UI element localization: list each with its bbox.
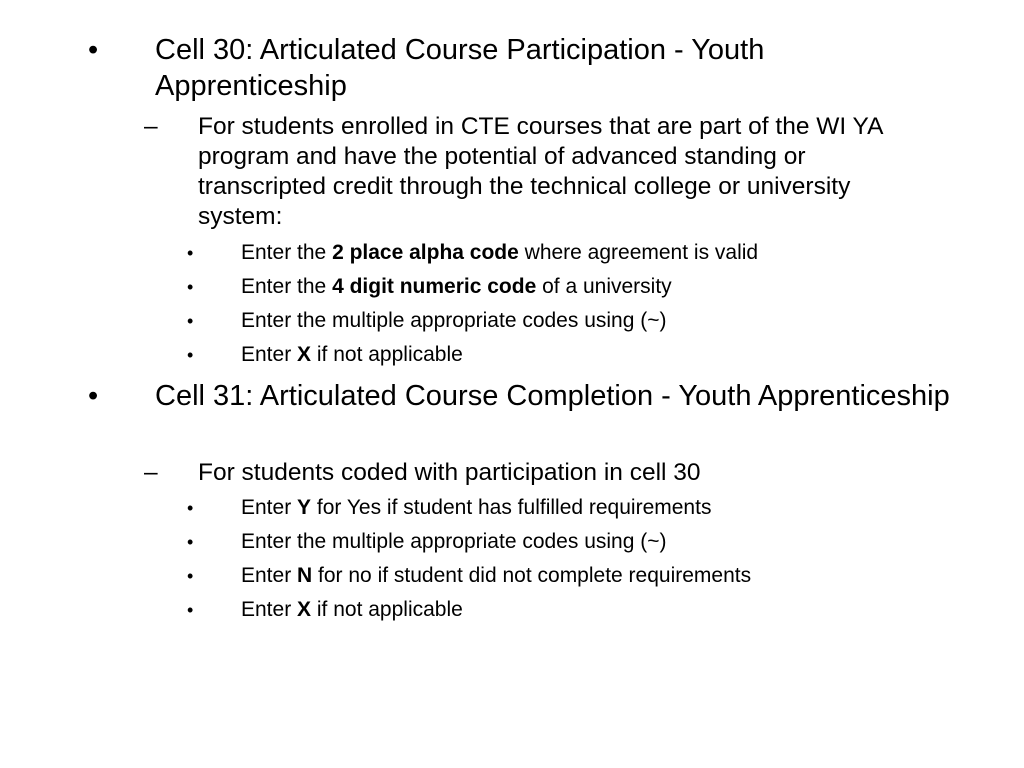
cell-31-rule-1 xyxy=(187,495,941,521)
bullet-icon: • xyxy=(187,600,194,620)
rule-text-pre: Enter xyxy=(241,496,298,519)
cell-31-description-item xyxy=(144,458,938,488)
rule-text-bold: N xyxy=(297,564,313,587)
cell-30-heading-item xyxy=(88,32,955,104)
bullet-icon: • xyxy=(187,345,194,365)
bullet-icon: • xyxy=(187,311,194,331)
rule-text-bold: 4 digit numeric code xyxy=(332,275,537,298)
cell-30-description-item xyxy=(144,112,938,232)
cell-30-heading: Cell 30: Articulated Course Participation - Youth Apprenticeship xyxy=(155,34,765,102)
cell-31-heading: Cell 31: Articulated Course Completion - Youth Apprenticeship xyxy=(155,380,950,412)
rule-text-bold: 2 place alpha code xyxy=(332,241,519,264)
cell-30-description: For students enrolled in CTE courses that are part of the WI YA program and have the potential of advanced standing or transcripted credit through the technical college or university system: xyxy=(198,113,883,230)
cell-30-rule-4 xyxy=(187,342,941,368)
cell-31-rule-2 xyxy=(187,529,941,555)
rule-text-post: of a university xyxy=(536,275,672,298)
bullet-icon: • xyxy=(187,277,194,297)
rule-text-post: where agreement is valid xyxy=(518,241,759,264)
rule-text-pre: Enter xyxy=(241,598,298,621)
rule-text-post: for Yes if student has fulfilled requirements xyxy=(311,496,712,519)
cell-30-rule-2 xyxy=(187,274,941,300)
cell-30-rule-3 xyxy=(187,308,941,334)
dash-icon: – xyxy=(144,459,158,486)
rule-text-pre: Enter the multiple appropriate codes using (~) xyxy=(241,530,667,553)
dash-icon: – xyxy=(144,113,158,140)
rule-text-bold: Y xyxy=(297,496,312,519)
rule-text-pre: Enter xyxy=(241,343,298,366)
cell-31-rule-3 xyxy=(187,563,941,589)
rule-text-pre: Enter xyxy=(241,564,298,587)
bullet-icon: • xyxy=(187,566,194,586)
bullet-icon: • xyxy=(88,34,99,66)
rule-text-pre: Enter the xyxy=(241,275,333,298)
cell-31-description: For students coded with participation in cell 30 xyxy=(198,459,701,486)
bullet-icon: • xyxy=(187,532,194,552)
cell-30-rule-1 xyxy=(187,240,941,266)
cell-31-heading-item xyxy=(88,378,955,414)
bullet-icon: • xyxy=(88,380,99,412)
rule-text-post: for no if student did not complete requirements xyxy=(312,564,752,587)
rule-text-bold: X xyxy=(297,598,312,621)
rule-text-bold: X xyxy=(297,343,312,366)
bullet-icon: • xyxy=(187,243,194,263)
bullet-icon: • xyxy=(187,498,194,518)
rule-text-post: if not applicable xyxy=(311,343,463,366)
rule-text-pre: Enter the multiple appropriate codes using (~) xyxy=(241,309,667,332)
cell-31-rule-4 xyxy=(187,597,941,623)
rule-text-pre: Enter the xyxy=(241,241,333,264)
rule-text-post: if not applicable xyxy=(311,598,463,621)
